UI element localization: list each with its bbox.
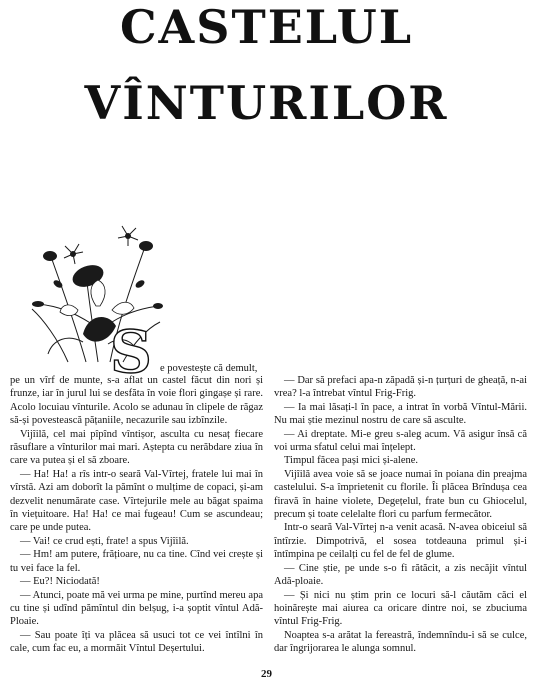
paragraph: Vijîilă avea voie să se joace numai în poiana din preajma castelului. S-a împrietenit cu florile. Îi plăcea Brîndușa cea firavă în haine violete, Degețelul, frate bun cu Ghiocelul, precum și toate celelalte flori cu parfum fermecător. bbox=[274, 468, 527, 521]
text-column-right bbox=[274, 374, 527, 656]
title-line-1: CASTELUL bbox=[119, 0, 414, 54]
drop-cap: S bbox=[110, 318, 152, 386]
paragraph: — Vai! ce crud ești, frate! a spus Vijîilă. bbox=[20, 535, 189, 547]
paragraph: — Cine știe, pe unde s-o fi rătăcit, a zis necăjit vîntul Adă-ploaie. bbox=[274, 562, 527, 588]
text-column-left bbox=[10, 374, 263, 656]
paragraph: Timpul făcea pași mici și-alene. bbox=[284, 455, 419, 467]
page-number: 29 bbox=[261, 668, 272, 680]
paragraph: — Hm! am putere, frățioare, nu ca tine. Cînd vei crește și tu vei face la fel. bbox=[10, 549, 263, 574]
paragraph: — Eu?! Niciodată! bbox=[20, 576, 100, 588]
paragraph: Vijîilă, cel mai pîpînd vîntișor, asculta cu nesaț fiecare răsuflare a vînturilor mai mari. Aștepta cu nerăbdare ziua în care va putea și el să zboare. bbox=[10, 428, 263, 467]
paragraph: pe un vîrf de munte, s-a aflat un castel făcut din nori și frunze, iar în jurul lui se desfăta în voie flori gingașe și rare. Acolo locuiau vînturile. Acolo se adunau în clipele de răgaz să-și povestească pățaniile, necazurile sau izbînzile. bbox=[10, 375, 263, 427]
paragraph: — Și nici nu știm prin ce locuri să-l căutăm căci el hoinărește mai aiurea ca oricare dintre noi, se zbuciuma vîntul Frig-Frig. bbox=[274, 589, 527, 628]
lede-text: e povestește că demult, bbox=[160, 363, 258, 374]
paragraph: — Ai dreptate. Mi-e greu s-aleg acum. Vă asigur însă că voi urma sfatul celui mai înțelept. bbox=[274, 428, 527, 454]
paragraph: — Dar să prefaci apa-n zăpadă și-n țurțuri de gheață, n-ai vrea? l-a întrebat vîntul Frig-Frig. bbox=[274, 375, 527, 400]
paragraph: — Atunci, poate mă vei urma pe mine, purtînd mereu apa cu tine și udînd pămîntul din belșug, i-a șoptit vîntul Adă-Ploaie. bbox=[10, 589, 263, 628]
title-line-2: VÎNTURILOR bbox=[84, 76, 449, 130]
paragraph: — Sau poate îți va plăcea să usuci tot ce vei întîlni în cale, cum fac eu, a mormăit Vîntul Deșertului. bbox=[10, 629, 263, 655]
paragraph: — Ha! Ha! a rîs intr-o seară Val-Vîrtej, fratele lui mai în vîrstă. Azi am doborît la pămînt o mulțime de copaci, și-am dezvelit nenumărate case. Vîrtejurile mele au băgat spaima în viețuitoare. Ha! Ha! ce mai fugeau! Cum se ascundeau; care pe unde putea. bbox=[10, 468, 263, 534]
paragraph: Noaptea s-a arătat la fereastră, îndemnîndu-i să se culce, dar îngrijorarea le alunga somnul. bbox=[274, 629, 527, 655]
paragraph: — Ia mai lăsați-l în pace, a intrat în vorbă Vîntul-Mării. Nu mai știe mezinul nostru de care să asculte. bbox=[274, 401, 527, 427]
paragraph: Intr-o seară Val-Vîrtej n-a venit acasă. N-avea obiceiul să întîrzie. Dimpotrivă, el sosea totdeauna primul și-i întîmpina pe ceilalți cu fel de fel de glume. bbox=[274, 522, 527, 561]
